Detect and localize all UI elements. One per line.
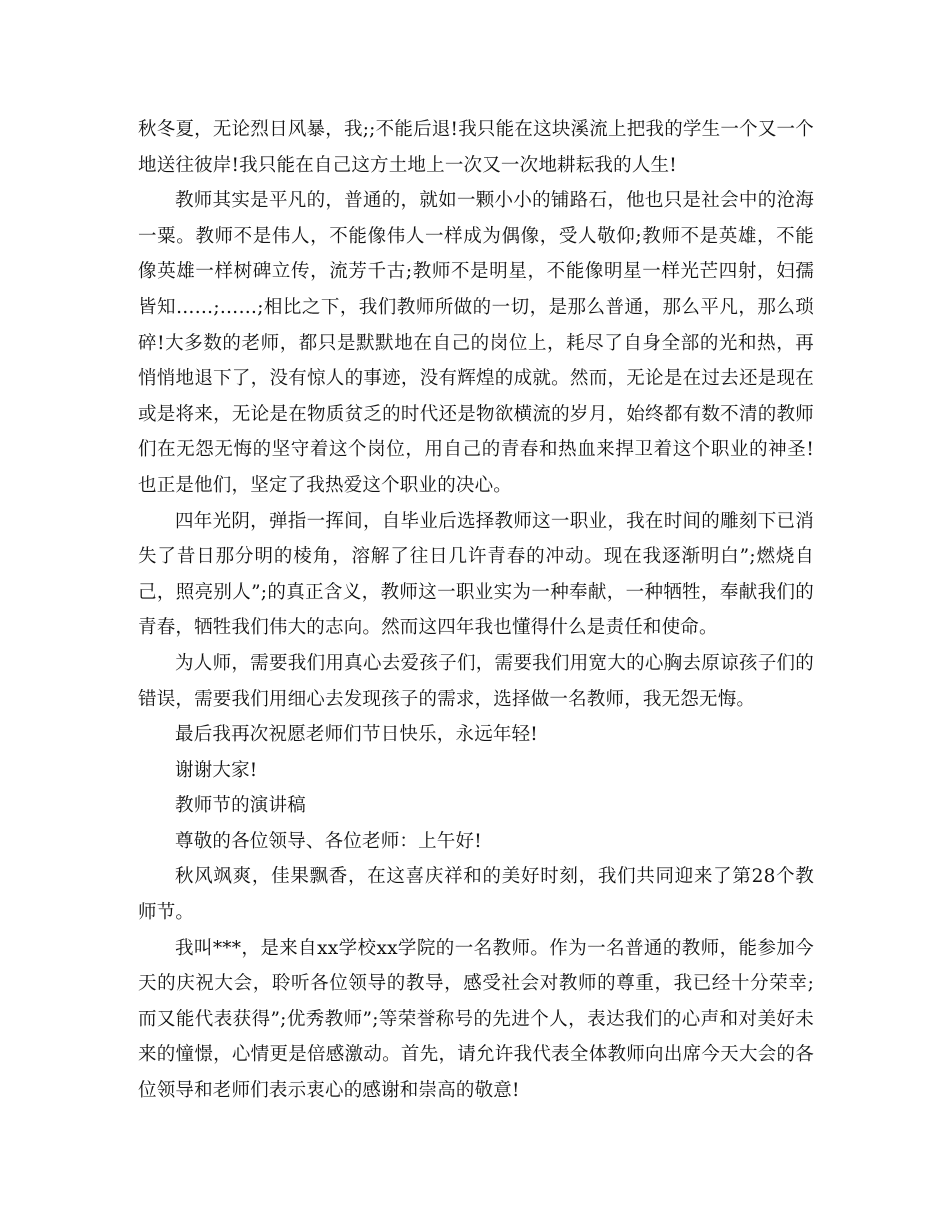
paragraph-9: 秋风飒爽，佳果飘香，在这喜庆祥和的美好时刻，我们共同迎来了第28个教师节。 [138,866,814,924]
paragraph-10: 我叫***，是来自xx学校xx学院的一名教师。作为一名普通的教师，能参加今天的庆祝大会，聆听各位领导的教导，感受社会对教师的尊重，我已经十分荣幸;而又能代表获得”;优秀教师”;等荣誉称号的先进个人，表达我们的心声和对美好未来的憧憬，心情更是倍感激动。首先，请允许我代表全体教师向出席今天大会的各位领导和老师们表示衷心的感谢和崇高的敬意! [138,937,814,1102]
greeting: 尊敬的各位领导、各位老师：上午好! [175,830,482,852]
paragraph-5: 最后我再次祝愿老师们节日快乐，永远年轻! [175,724,538,746]
paragraph-3: 四年光阴，弹指一挥间，自毕业后选择教师这一职业，我在时间的雕刻下已消失了昔日那分明的棱角，溶解了往日几许青春的冲动。现在我逐渐明白”;燃烧自己，照亮别人”;的真正含义，教师这一职业实为一种奉献，一种牺牲，奉献我们的青春，牺牲我们伟大的志向。然而这四年我也懂得什么是责任和使命。 [138,510,814,639]
paragraph-6: 谢谢大家! [175,759,258,781]
speech-title: 教师节的演讲稿 [175,795,306,817]
document-body [138,112,814,1109]
paragraph-1: 秋冬夏，无论烈日风暴，我;;不能后退!我只能在这块溪流上把我的学生一个又一个地送往彼岸!我只能在自己这方土地上一次又一次地耕耘我的人生! [138,119,814,176]
paragraph-4: 为人师，需要我们用真心去爱孩子们，需要我们用宽大的心胸去原谅孩子们的错误，需要我们用细心去发现孩子的需求，选择做一名教师，我无怨无悔。 [138,652,814,710]
paragraph-2: 教师其实是平凡的，普通的，就如一颗小小的铺路石，他也只是社会中的沧海一粟。教师不是伟人，不能像伟人一样成为偶像，受人敬仰;教师不是英雄，不能像英雄一样树碑立传，流芳千古;教师不是明星，不能像明星一样光芒四射，妇孺皆知……;……;相比之下，我们教师所做的一切，是那么普通，那么平凡，那么琐碎!大多数的老师，都只是默默地在自己的岗位上，耗尽了自身全部的光和热，再悄悄地退下了，没有惊人的事迹，没有辉煌的成就。然而，无论是在过去还是现在或是将来，无论是在物质贫乏的时代还是物欲横流的岁月，始终都有数不清的教师们在无怨无悔的坚守着这个岗位，用自己的青春和热血来捍卫着这个职业的神圣!也正是他们，坚定了我热爱这个职业的决心。 [138,190,814,496]
